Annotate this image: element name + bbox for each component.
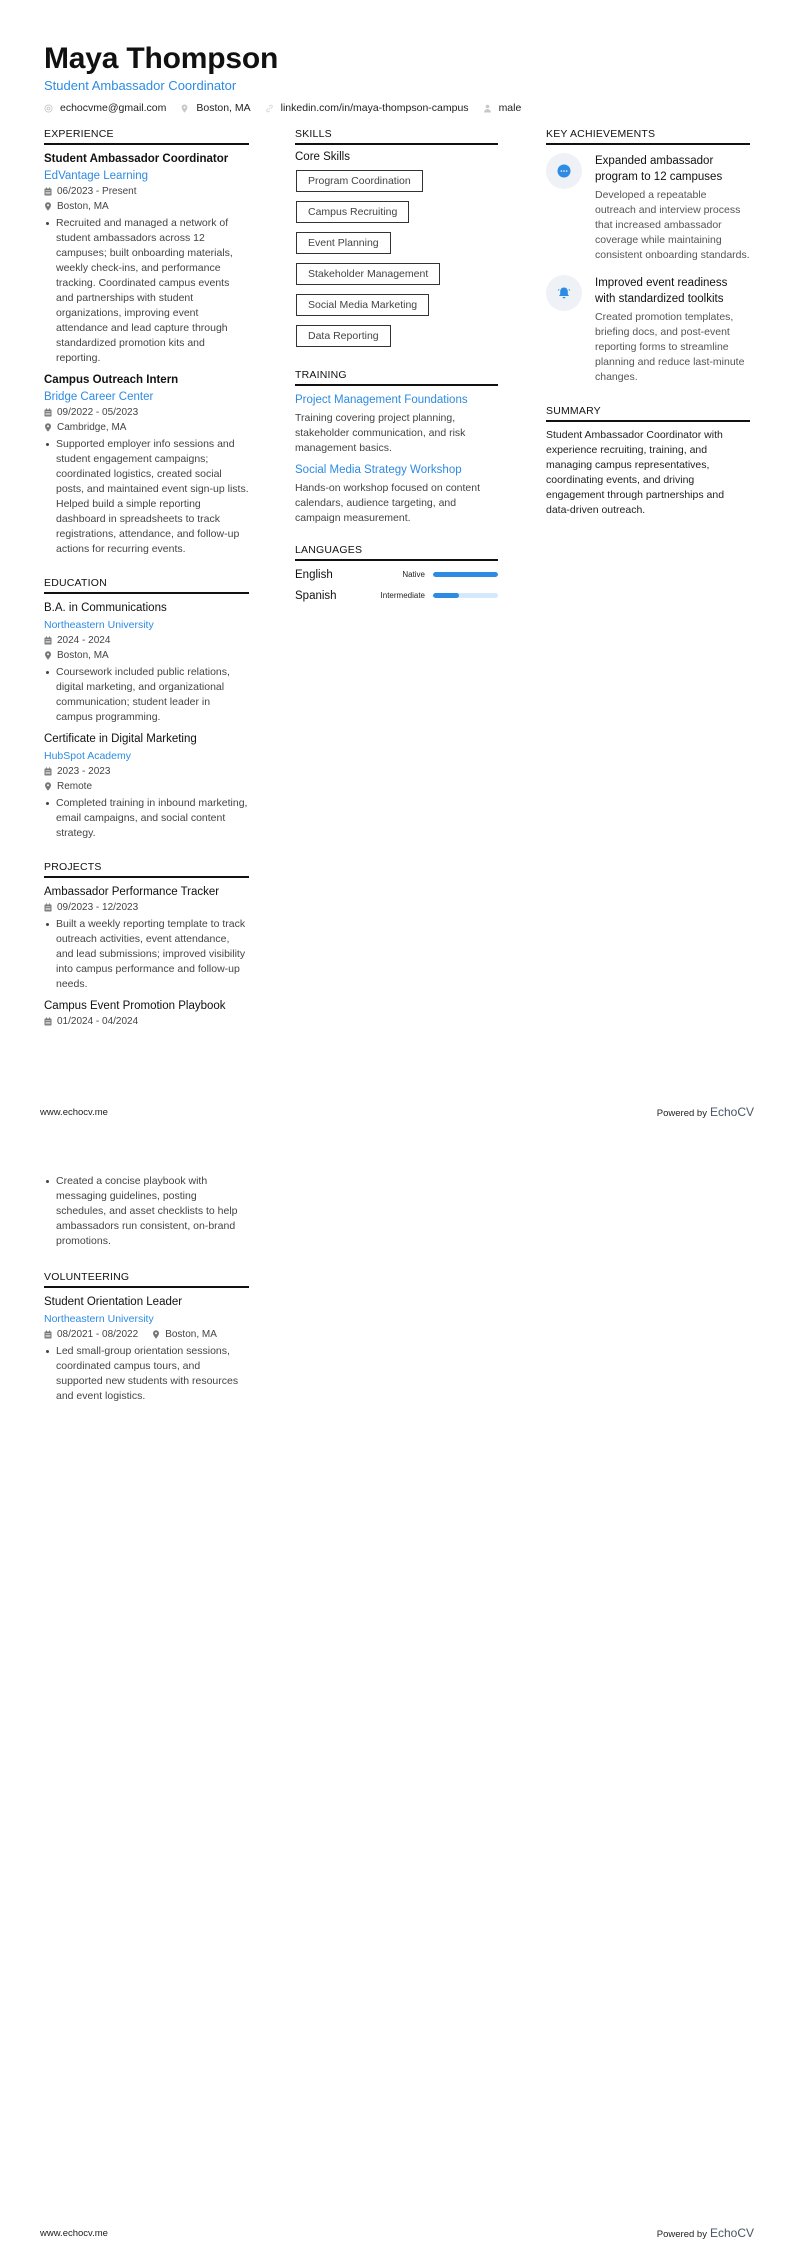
language-proficiency-bar [433, 572, 498, 577]
date-range: 2023 - 2023 [57, 766, 111, 777]
skills-subtitle: Core Skills [295, 151, 350, 163]
skills-section [295, 128, 498, 353]
achievement-description: Created promotion templates, briefing docs, and post-event reporting forms to streamline planning and reduce last-minute changes. [595, 311, 745, 383]
website-link[interactable]: www.echocv.me [40, 2227, 108, 2239]
degree-title: Certificate in Digital Marketing [44, 733, 197, 745]
language-proficiency-fill [433, 593, 459, 598]
achievement-title: Improved event readiness with standardized toolkits [595, 277, 728, 305]
powered-by [657, 1105, 754, 1119]
skill-chip-row [295, 291, 498, 322]
calendar-icon [44, 1330, 52, 1339]
candidate-role: Student Ambassador Coordinator [44, 78, 237, 93]
experience-item [44, 152, 249, 366]
bullet-list [44, 665, 249, 725]
location: Cambridge, MA [57, 422, 127, 433]
training-description: Training covering project planning, stakeholder communication, and risk management basics. [295, 412, 466, 454]
training-title: Social Media Strategy Workshop [295, 464, 462, 476]
skill-chip: Social Media Marketing [296, 294, 429, 316]
location-row [44, 420, 249, 435]
gender-text: male [498, 102, 522, 114]
achievement-content [595, 153, 750, 263]
skill-chip: Stakeholder Management [296, 263, 440, 285]
date-row [44, 764, 249, 779]
project-item [44, 885, 249, 992]
section-title: LANGUAGES [295, 544, 498, 561]
page-footer [40, 2226, 754, 2240]
achievement-icon-badge [546, 153, 582, 189]
experience-item [44, 373, 249, 557]
volunteering-section [44, 1271, 249, 1404]
location: Remote [57, 781, 93, 792]
volunteering-item [44, 1295, 249, 1404]
date-row [44, 405, 249, 420]
company-name: EdVantage Learning [44, 170, 149, 182]
language-row [295, 588, 498, 603]
link-icon [265, 104, 274, 113]
location-pin-icon [180, 104, 189, 113]
location: Boston, MA [165, 1329, 217, 1340]
website-link[interactable]: www.echocv.me [40, 1106, 108, 1118]
bullet-item: Led small-group orientation sessions, coordinated campus tours, and supported new students with resources and event logistics. [44, 1344, 249, 1404]
project-item [44, 999, 249, 1029]
skill-chip-row [295, 322, 498, 353]
section-title: KEY ACHIEVEMENTS [546, 128, 750, 145]
calendar-icon [44, 767, 52, 776]
powered-by-label: Powered by [656, 1108, 707, 1119]
contact-linkedin[interactable] [265, 102, 469, 114]
bell-icon [557, 286, 571, 300]
location-pin-icon [152, 1330, 160, 1339]
location-row [44, 779, 249, 794]
user-icon [483, 104, 492, 113]
section-title: SKILLS [295, 128, 498, 145]
calendar-icon [44, 636, 52, 645]
education-section [44, 577, 249, 841]
projects-section [44, 861, 249, 1029]
institution-name: Northeastern University [44, 619, 154, 631]
section-title: EDUCATION [44, 577, 249, 594]
date-row [44, 1327, 138, 1342]
achievements-section [546, 128, 750, 385]
left-column-continued [44, 1172, 249, 1420]
language-name: Spanish [295, 589, 337, 602]
project-title: Ambassador Performance Tracker [44, 886, 220, 898]
volunteer-role: Student Orientation Leader [44, 1296, 183, 1308]
skill-chip-row [295, 198, 498, 229]
left-column [44, 128, 249, 1045]
achievement-item [546, 153, 750, 263]
achievement-description: Developed a repeatable outreach and interview process that increased ambassador coverage while maintaining consistent onboarding standards. [595, 189, 750, 261]
achievement-icon-badge [546, 275, 582, 311]
language-level: Native [402, 570, 425, 579]
languages-section [295, 544, 498, 603]
language-row [295, 567, 498, 582]
summary-section [546, 405, 750, 518]
date-range: 08/2021 - 08/2022 [57, 1329, 139, 1340]
job-title: Student Ambassador Coordinator [44, 153, 229, 165]
location-text: Boston, MA [196, 102, 251, 114]
bullet-item: Coursework included public relations, digital marketing, and organizational communication; student leader in campus programming. [44, 665, 249, 725]
contact-location [180, 102, 250, 114]
skill-chip: Data Reporting [296, 325, 391, 347]
section-title: PROJECTS [44, 861, 249, 878]
section-title: SUMMARY [546, 405, 750, 422]
experience-section [44, 128, 249, 557]
bullet-list [44, 796, 249, 841]
skill-chip-row [295, 260, 498, 291]
location: Boston, MA [57, 201, 109, 212]
training-description: Hands-on workshop focused on content calendars, audience targeting, and campaign measurement. [295, 482, 481, 524]
organization-name: Northeastern University [44, 1313, 154, 1325]
summary-text: Student Ambassador Coordinator with experience recruiting, training, and managing campus representatives, coordinating events, and driving engagement through partnerships and data-driven outreach. [546, 429, 725, 516]
bullet-item: Supported employer info sessions and student engagement campaigns; coordinated logistics, created social posts, and maintained event sign-up lists. Helped build a simple reporting dashboard in spreadsheets to track registrations, attendance, and follow-up actions for recurring events. [44, 437, 249, 557]
training-section [295, 369, 498, 526]
project-title: Campus Event Promotion Playbook [44, 1000, 226, 1012]
email-text: echocvme@gmail.com [60, 102, 167, 114]
location-pin-icon [44, 782, 52, 791]
date-range: 01/2024 - 04/2024 [57, 1016, 139, 1027]
bullet-list [44, 1344, 249, 1404]
skill-chip-row [295, 167, 498, 198]
institution-name: HubSpot Academy [44, 750, 131, 762]
date-range: 06/2023 - Present [57, 186, 137, 197]
contact-email[interactable] [44, 102, 166, 114]
language-level: Intermediate [380, 591, 425, 600]
contact-row [44, 102, 764, 114]
powered-by-label: Powered by [656, 2229, 707, 2240]
calendar-icon [44, 1017, 52, 1026]
powered-by [657, 2226, 754, 2240]
bullet-item: Created a concise playbook with messaging guidelines, posting schedules, and asset checklists to help ambassadors run consistent, on-brand promotions. [44, 1174, 249, 1249]
date-row [44, 633, 249, 648]
location-pin-icon [44, 202, 52, 211]
skill-chip-row [295, 229, 498, 260]
achievement-content [595, 275, 750, 385]
date-range: 09/2022 - 05/2023 [57, 407, 139, 418]
location-row [152, 1327, 217, 1342]
date-range: 09/2023 - 12/2023 [57, 902, 139, 913]
language-name: English [295, 568, 333, 581]
company-name: Bridge Career Center [44, 391, 154, 403]
language-proficiency-fill [433, 572, 498, 577]
achievement-item [546, 275, 750, 385]
achievement-title: Expanded ambassador program to 12 campuses [595, 155, 723, 183]
bullet-list [44, 917, 249, 992]
skill-chip: Event Planning [296, 232, 391, 254]
skill-chip: Program Coordination [296, 170, 423, 192]
job-title: Campus Outreach Intern [44, 374, 179, 386]
section-title: VOLUNTEERING [44, 1271, 249, 1288]
location-row [44, 648, 249, 663]
calendar-icon [44, 187, 52, 196]
training-title: Project Management Foundations [295, 394, 468, 406]
linkedin-text: linkedin.com/in/maya-thompson-campus [280, 102, 469, 114]
contact-gender [483, 102, 522, 114]
chat-dots-icon [557, 164, 571, 178]
bullet-item: Recruited and managed a network of student ambassadors across 12 campuses; built onboarding materials, weekly check-ins, and performance tracking. Coordinated campus events and partnerships with student organizations, improving event attendance and lead capture through standardized promotion kits and reporting. [44, 216, 249, 366]
education-item [44, 601, 249, 725]
location-row [44, 199, 249, 214]
meta-row [44, 1327, 249, 1342]
location-pin-icon [44, 651, 52, 660]
section-title: EXPERIENCE [44, 128, 249, 145]
calendar-icon [44, 903, 52, 912]
location-pin-icon [44, 423, 52, 432]
resume-page-2 [0, 1123, 794, 2246]
brand-name: EchoCV [709, 2226, 754, 2240]
date-row [44, 184, 249, 199]
brand-name: EchoCV [709, 1105, 754, 1119]
bullet-list [44, 1174, 249, 1249]
candidate-name: Maya Thompson [44, 42, 279, 75]
page-footer [40, 1105, 754, 1119]
degree-title: B.A. in Communications [44, 602, 167, 614]
skill-chip: Campus Recruiting [296, 201, 409, 223]
date-row [44, 900, 249, 915]
middle-column [295, 128, 498, 619]
bullet-item: Built a weekly reporting template to track outreach activities, event attendance, and lead submissions; improved visibility into campus performance and follow-up needs. [44, 917, 249, 992]
education-item [44, 732, 249, 841]
bullet-list [44, 437, 249, 557]
calendar-icon [44, 408, 52, 417]
language-proficiency-bar [433, 593, 498, 598]
location: Boston, MA [57, 650, 109, 661]
date-row [44, 1014, 249, 1029]
at-icon [44, 104, 53, 113]
bullet-item: Completed training in inbound marketing, email campaigns, and social content strategy. [44, 796, 249, 841]
date-range: 2024 - 2024 [57, 635, 111, 646]
right-column [546, 128, 750, 534]
section-title: TRAINING [295, 369, 498, 386]
bullet-list [44, 216, 249, 366]
resume-header [44, 42, 764, 114]
